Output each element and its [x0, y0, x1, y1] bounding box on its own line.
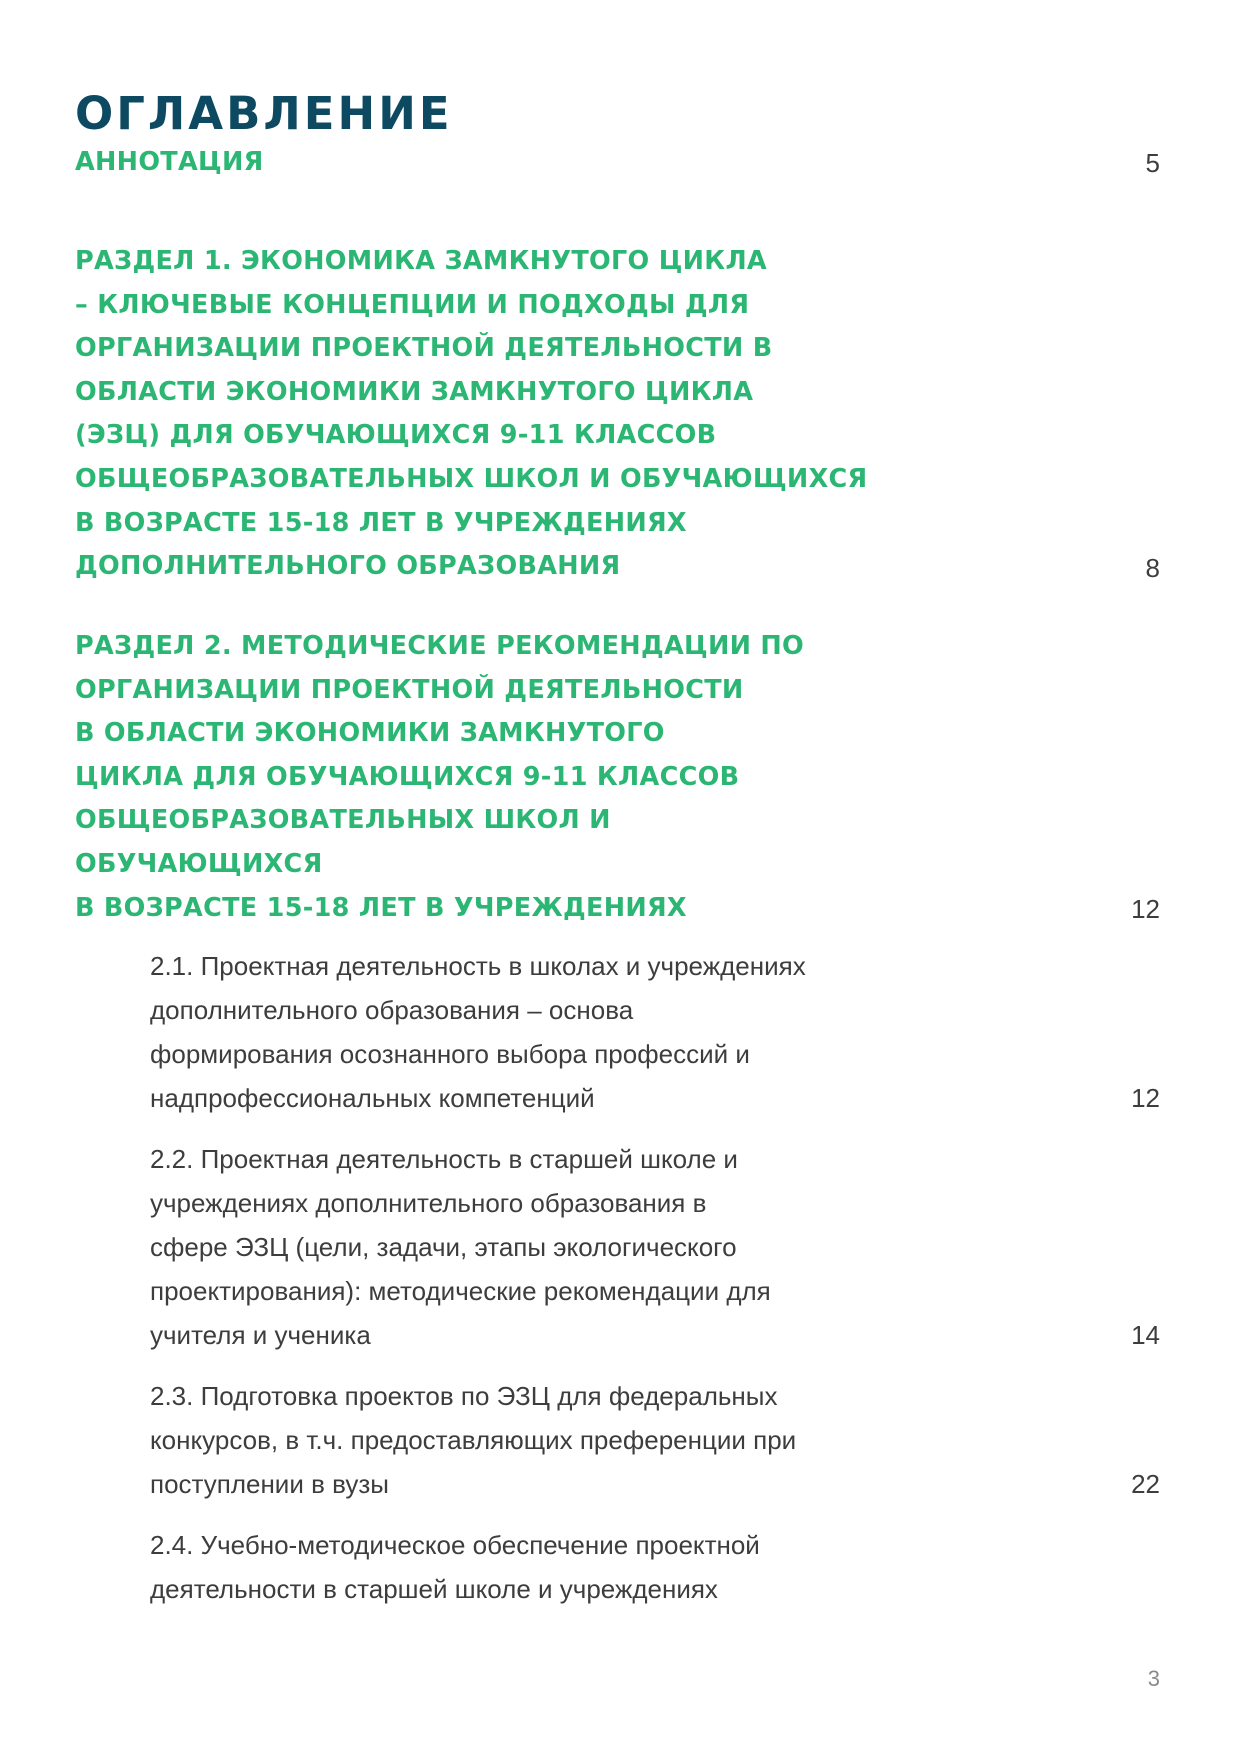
toc-page-number: 14 — [1131, 1320, 1160, 1350]
toc-entry-line: ОРГАНИЗАЦИИ ПРОЕКТНОЙ ДЕЯТЕЛЬНОСТИ — [75, 674, 744, 705]
toc-entry-line: надпрофессиональных компетенций — [150, 1083, 595, 1113]
toc-entry-line: ОБЛАСТИ ЭКОНОМИКИ ЗАМКНУТОГО ЦИКЛА — [75, 376, 754, 407]
toc-entry-line: В ОБЛАСТИ ЭКОНОМИКИ ЗАМКНУТОГО — [75, 718, 665, 749]
toc-entry-line: ОРГАНИЗАЦИИ ПРОЕКТНОЙ ДЕЯТЕЛЬНОСТИ В — [75, 333, 773, 364]
toc-entry-line: ОБУЧАЮЩИХСЯ — [75, 848, 323, 879]
toc-entry-line: ОБЩЕОБРАЗОВАТЕЛЬНЫХ ШКОЛ И — [75, 805, 611, 836]
toc-entry-title — [75, 240, 867, 589]
page-title: ОГЛАВЛЕНИЕ — [75, 87, 453, 140]
toc-entry-title — [150, 1137, 771, 1357]
toc-entry-line: РАЗДЕЛ 2. МЕТОДИЧЕСКИЕ РЕКОМЕНДАЦИИ ПО — [75, 631, 805, 661]
toc-entry-line: 2.2. Проектная деятельность в старшей школе и — [150, 1144, 738, 1174]
toc-entry-line: поступлении в вузы — [150, 1469, 389, 1499]
toc-page-number: 8 — [1145, 553, 1160, 583]
toc-entry-line: сфере ЭЗЦ (цели, задачи, этапы экологического — [150, 1232, 737, 1262]
toc-entry-line: АННОТАЦИЯ — [75, 147, 264, 177]
toc-entry-line: учреждениях дополнительного образования в — [150, 1188, 707, 1218]
toc-entry-line: деятельности в старшей школе и учреждениях — [150, 1574, 718, 1604]
toc-entry-line: конкурсов, в т.ч. предоставляющих преференции при — [150, 1425, 797, 1455]
toc-entry-title — [150, 1523, 760, 1611]
toc-entry-line: дополнительного образования – основа — [150, 995, 634, 1025]
toc-entry-title — [150, 944, 806, 1120]
toc-entry-title — [75, 141, 264, 185]
toc-entry-line: ЦИКЛА ДЛЯ ОБУЧАЮЩИХСЯ 9-11 КЛАССОВ — [75, 761, 740, 792]
toc-entry-title — [75, 625, 804, 930]
page-number-footer: 3 — [1147, 1666, 1160, 1691]
toc-page-number: 5 — [1145, 148, 1160, 178]
toc-entry-line: формирования осознанного выбора профессий и — [150, 1039, 750, 1069]
toc-entry-line: 2.1. Проектная деятельность в школах и учреждениях — [150, 951, 806, 981]
toc-entry-line: – КЛЮЧЕВЫЕ КОНЦЕПЦИИ И ПОДХОДЫ ДЛЯ — [75, 289, 750, 320]
toc-entry-line: 2.3. Подготовка проектов по ЭЗЦ для федеральных — [150, 1381, 778, 1411]
toc-entry-line: проектирования): методические рекомендации для — [150, 1276, 771, 1306]
toc-entry-line: ДОПОЛНИТЕЛЬНОГО ОБРАЗОВАНИЯ — [75, 551, 621, 582]
toc-page-number: 12 — [1131, 894, 1160, 924]
toc-entry-line: В ВОЗРАСТЕ 15-18 ЛЕТ В УЧРЕЖДЕНИЯХ — [75, 892, 687, 923]
toc-entry-title — [150, 1374, 796, 1506]
toc-entry-line: РАЗДЕЛ 1. ЭКОНОМИКА ЗАМКНУТОГО ЦИКЛА — [75, 246, 767, 276]
toc-entry-line: ОБЩЕОБРАЗОВАТЕЛЬНЫХ ШКОЛ И ОБУЧАЮЩИХСЯ — [75, 463, 868, 494]
toc-page-number: 22 — [1131, 1469, 1160, 1499]
toc-entry-line: 2.4. Учебно-методическое обеспечение проектной — [150, 1530, 760, 1560]
toc-entry-line: учителя и ученика — [150, 1320, 371, 1350]
toc-entry-line: (ЭЗЦ) ДЛЯ ОБУЧАЮЩИХСЯ 9-11 КЛАССОВ — [75, 420, 717, 451]
toc-page-number: 12 — [1131, 1083, 1160, 1113]
toc-entry-line: В ВОЗРАСТЕ 15-18 ЛЕТ В УЧРЕЖДЕНИЯХ — [75, 507, 687, 538]
